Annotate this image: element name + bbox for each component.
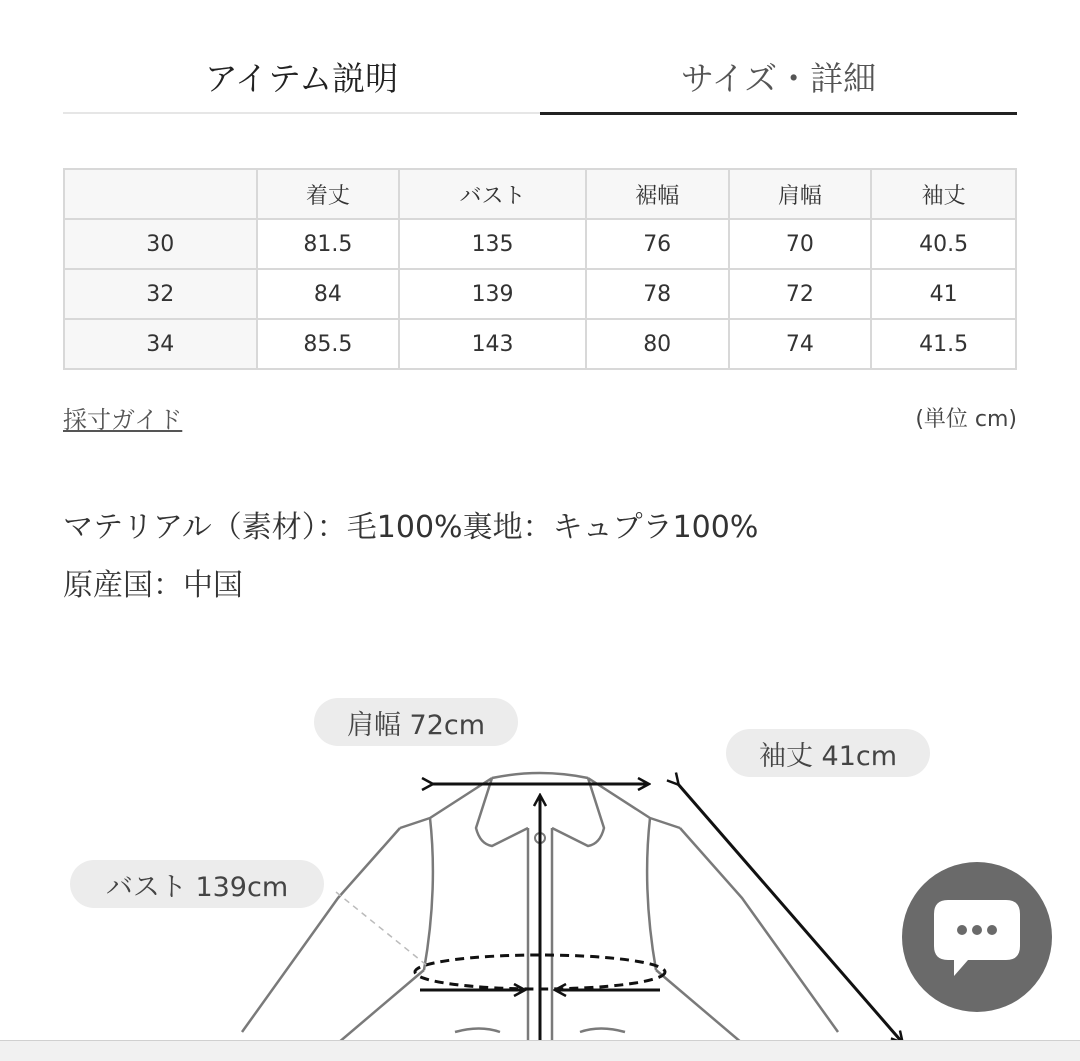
bottom-bar xyxy=(0,1040,1080,1061)
table-cell: 78 xyxy=(586,269,729,319)
table-header-cell: 着丈 xyxy=(257,169,400,219)
tab-item-description[interactable]: アイテム説明 xyxy=(63,40,540,114)
right-sleeve-outer xyxy=(680,828,838,1032)
table-header-cell xyxy=(64,169,257,219)
right-armhole xyxy=(647,818,656,970)
shoulder-width-label: 肩幅 72cm xyxy=(314,698,518,746)
table-header-cell: 肩幅 xyxy=(729,169,872,219)
left-armhole xyxy=(424,818,433,970)
table-cell: 143 xyxy=(399,319,586,369)
size-label-cell: 30 xyxy=(64,219,257,269)
chat-button[interactable] xyxy=(902,862,1052,1012)
table-cell: 139 xyxy=(399,269,586,319)
right-collar xyxy=(552,778,604,846)
table-cell: 84 xyxy=(257,269,400,319)
unit-note: (単位 cm) xyxy=(915,407,1017,432)
tab-size-details[interactable]: サイズ・詳細 xyxy=(540,40,1017,115)
origin-text: 原産国：中国 xyxy=(63,568,243,603)
table-row xyxy=(64,269,1016,319)
collar-band xyxy=(492,773,588,778)
table-cell: 72 xyxy=(729,269,872,319)
table-row xyxy=(64,319,1016,369)
table-header-cell: 裾幅 xyxy=(586,169,729,219)
table-cell: 135 xyxy=(399,219,586,269)
pocket-flap xyxy=(455,1029,500,1033)
left-collar xyxy=(476,778,528,846)
table-cell: 74 xyxy=(729,319,872,369)
sleeve-length-label: 袖丈 41cm xyxy=(726,729,930,777)
size-table xyxy=(63,168,1017,370)
table-cell: 81.5 xyxy=(257,219,400,269)
size-label-cell: 34 xyxy=(64,319,257,369)
table-cell: 76 xyxy=(586,219,729,269)
material-text: マテリアル（素材）：毛100%裏地：キュプラ100% xyxy=(63,510,759,545)
table-cell: 80 xyxy=(586,319,729,369)
table-cell: 41.5 xyxy=(871,319,1016,369)
measure-guide-link[interactable]: 採寸ガイド xyxy=(63,406,183,434)
table-header-cell: バスト xyxy=(399,169,586,219)
bust-leader-line xyxy=(336,892,430,968)
tab-bar xyxy=(63,40,1017,114)
table-cell: 85.5 xyxy=(257,319,400,369)
table-cell: 41 xyxy=(871,269,1016,319)
size-label-cell: 32 xyxy=(64,269,257,319)
table-row xyxy=(64,219,1016,269)
chat-bubble-icon xyxy=(902,862,1052,1012)
bust-label: バスト 139cm xyxy=(70,860,324,908)
table-header-cell: 袖丈 xyxy=(871,169,1016,219)
table-header-row xyxy=(64,169,1016,219)
left-sleeve-outer xyxy=(242,828,400,1032)
table-cell: 70 xyxy=(729,219,872,269)
sleeve-length-arrow xyxy=(678,784,902,1042)
pocket-flap xyxy=(580,1029,625,1033)
table-cell: 40.5 xyxy=(871,219,1016,269)
